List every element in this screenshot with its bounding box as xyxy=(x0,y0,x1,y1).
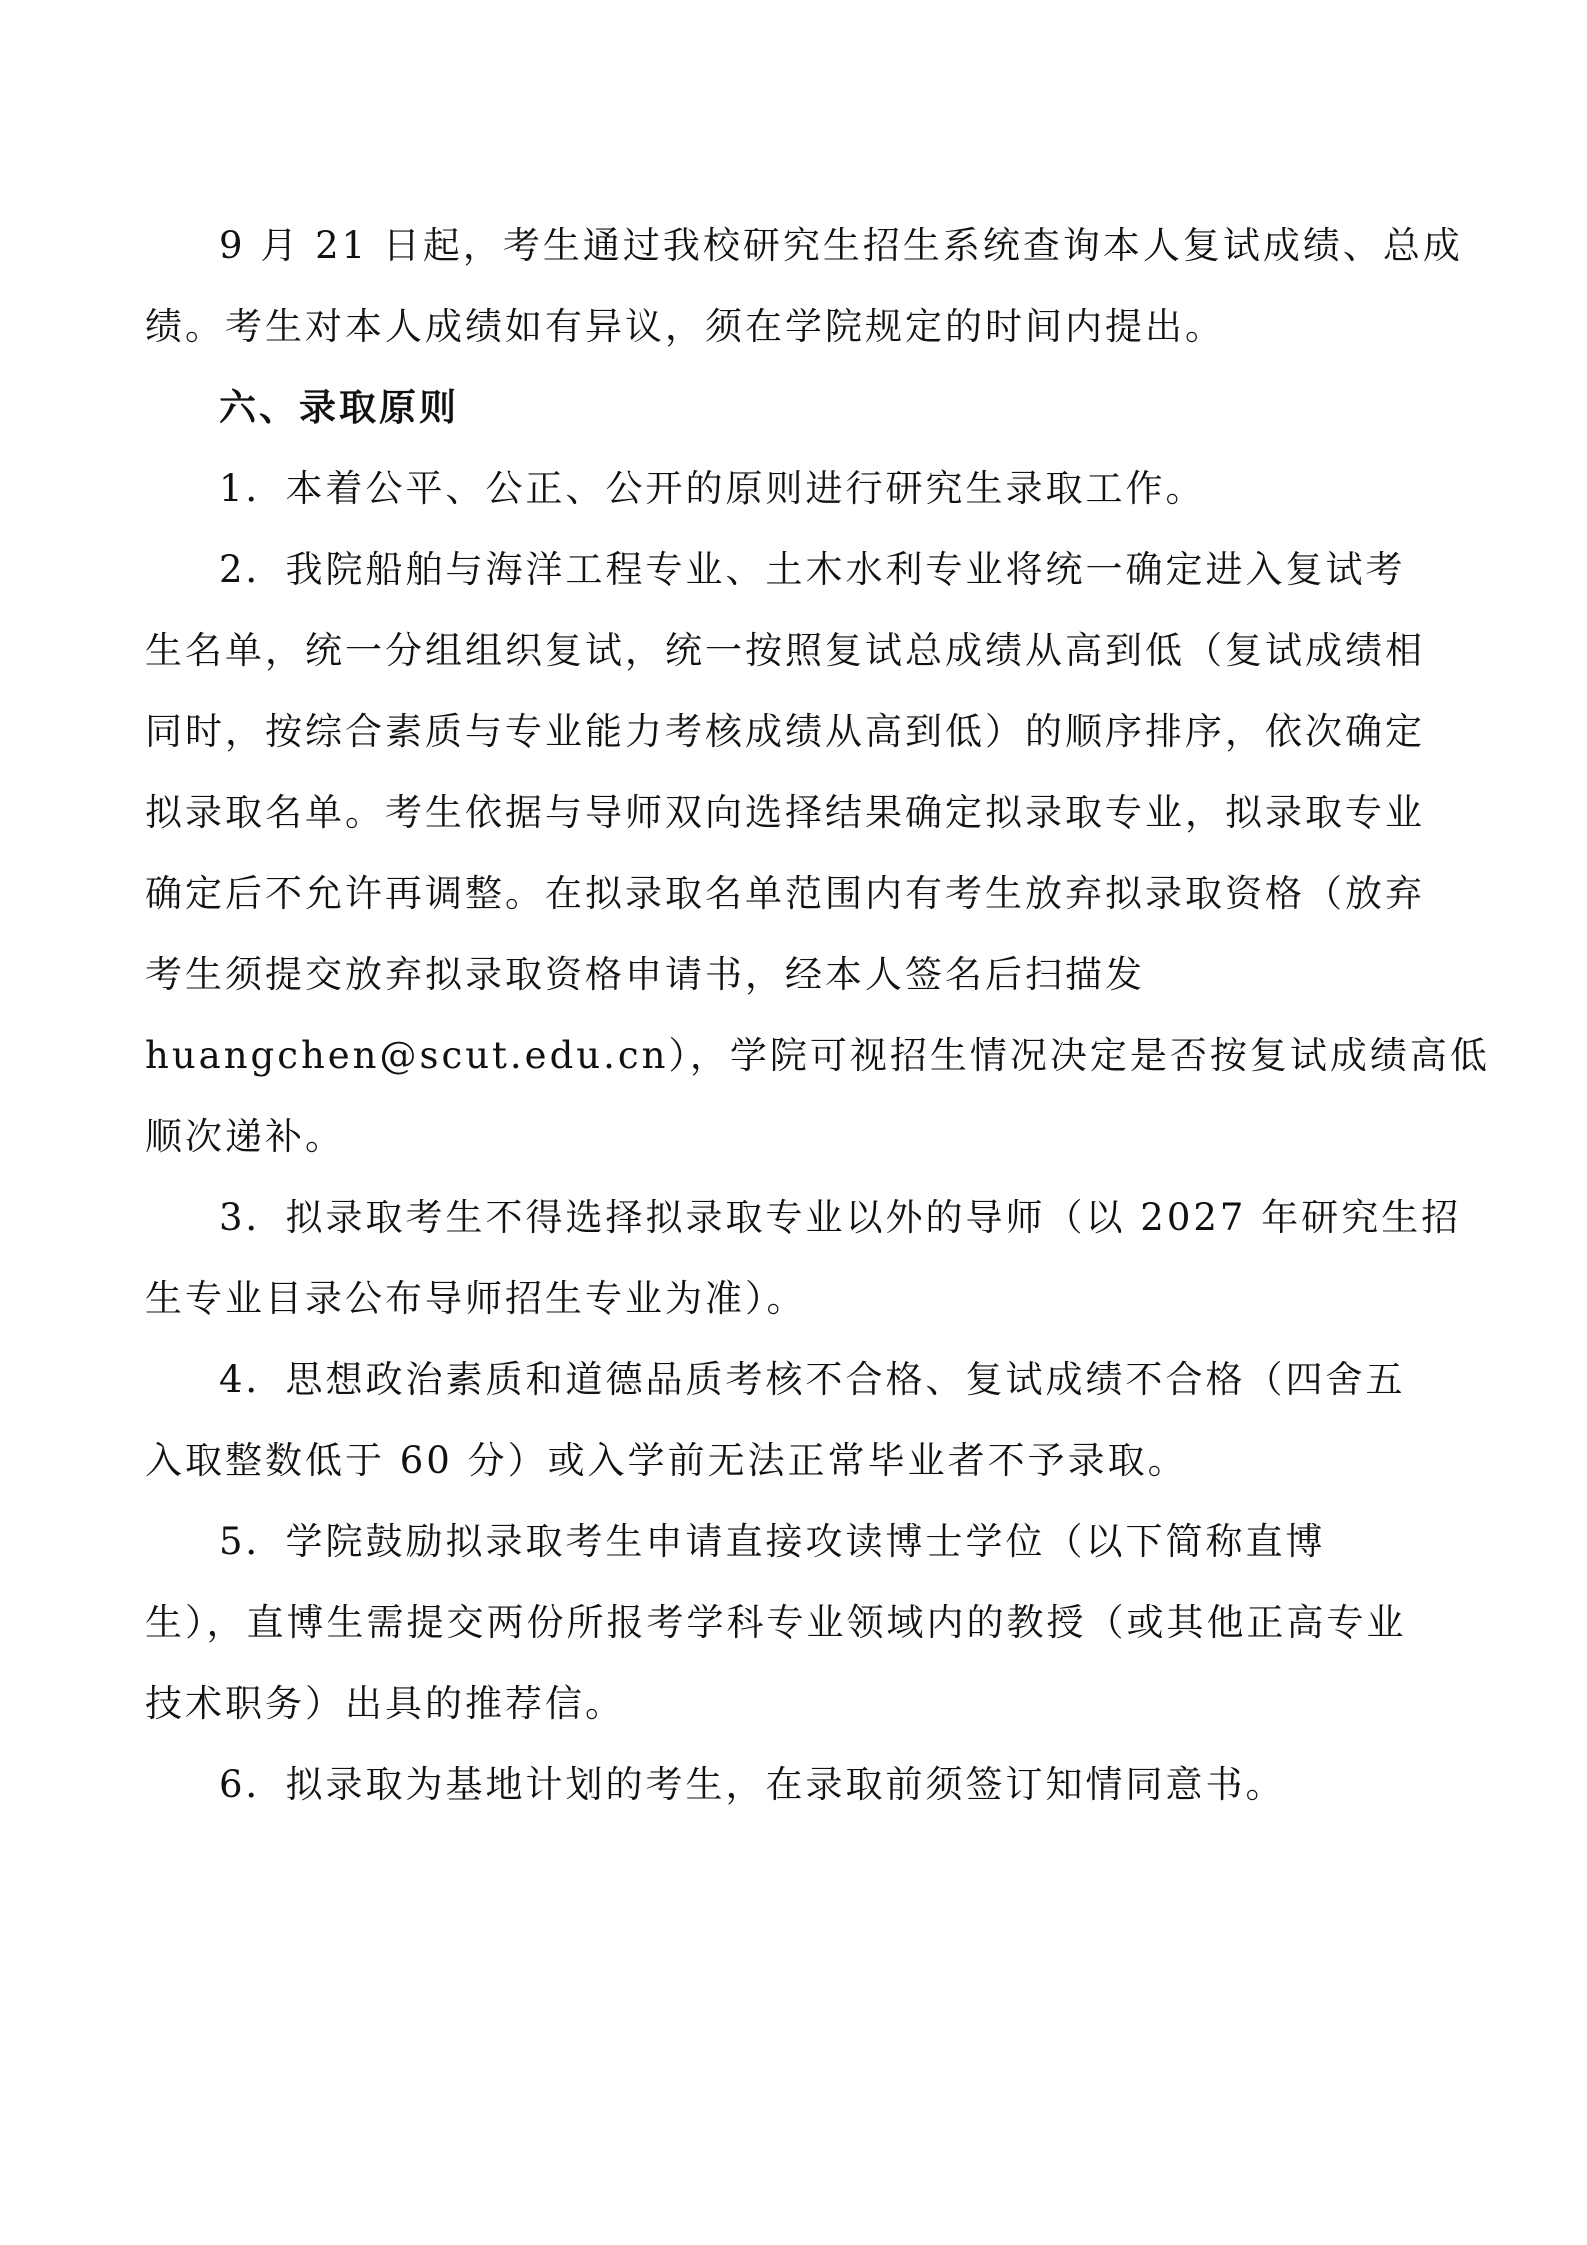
list-item xyxy=(145,1501,1445,1744)
list-item xyxy=(145,448,1445,529)
text-line: 生专业目录公布导师招生专业为准）。 xyxy=(145,1277,807,1320)
text-line: 顺次递补。 xyxy=(145,1115,345,1158)
text-line: 生名单，统一分组组织复试，统一按照复试总成绩从高到低（复试成绩相 xyxy=(145,629,1425,672)
text-line: 入取整数低于 60 分）或入学前无法正常毕业者不予录取。 xyxy=(145,1439,1188,1482)
section-heading-text: 六、录取原则 xyxy=(219,386,459,429)
text-line: 拟录取名单。考生依据与导师双向选择结果确定拟录取专业，拟录取专业 xyxy=(145,791,1425,834)
email-text-line: huangchen@scut.edu.cn），学院可视招生情况决定是否按复试成绩高低 xyxy=(145,1034,1490,1077)
text-line: 绩。考生对本人成绩如有异议，须在学院规定的时间内提出。 xyxy=(145,305,1225,348)
paragraph-score-query xyxy=(145,205,1463,367)
document-body xyxy=(145,205,1490,1825)
text-line: 考生须提交放弃拟录取资格申请书，经本人签名后扫描发 xyxy=(145,953,1145,996)
text-line: 确定后不允许再调整。在拟录取名单范围内有考生放弃拟录取资格（放弃 xyxy=(145,872,1425,915)
section-heading xyxy=(145,367,1445,448)
list-item xyxy=(145,529,1490,1177)
text-line: 4．思想政治素质和道德品质考核不合格、复试成绩不合格（四舍五 xyxy=(219,1358,1406,1401)
text-line: 3．拟录取考生不得选择拟录取专业以外的导师（以 2027 年研究生招 xyxy=(219,1196,1462,1239)
text-line: 9 月 21 日起，考生通过我校研究生招生系统查询本人复试成绩、总成 xyxy=(219,224,1463,267)
list-item xyxy=(145,1744,1445,1825)
text-line: 技术职务）出具的推荐信。 xyxy=(145,1682,625,1725)
text-line: 2．我院船舶与海洋工程专业、土木水利专业将统一确定进入复试考 xyxy=(219,548,1406,591)
text-line: 6．拟录取为基地计划的考生，在录取前须签订知情同意书。 xyxy=(219,1763,1286,1806)
text-line: 同时，按综合素质与专业能力考核成绩从高到低）的顺序排序，依次确定 xyxy=(145,710,1425,753)
list-item xyxy=(145,1339,1445,1501)
list-item xyxy=(145,1177,1462,1339)
text-line: 1．本着公平、公正、公开的原则进行研究生录取工作。 xyxy=(219,467,1206,510)
text-line: 生），直博生需提交两份所报考学科专业领域内的教授（或其他正高专业 xyxy=(145,1601,1407,1644)
text-line: 5．学院鼓励拟录取考生申请直接攻读博士学位（以下简称直博 xyxy=(219,1520,1326,1563)
